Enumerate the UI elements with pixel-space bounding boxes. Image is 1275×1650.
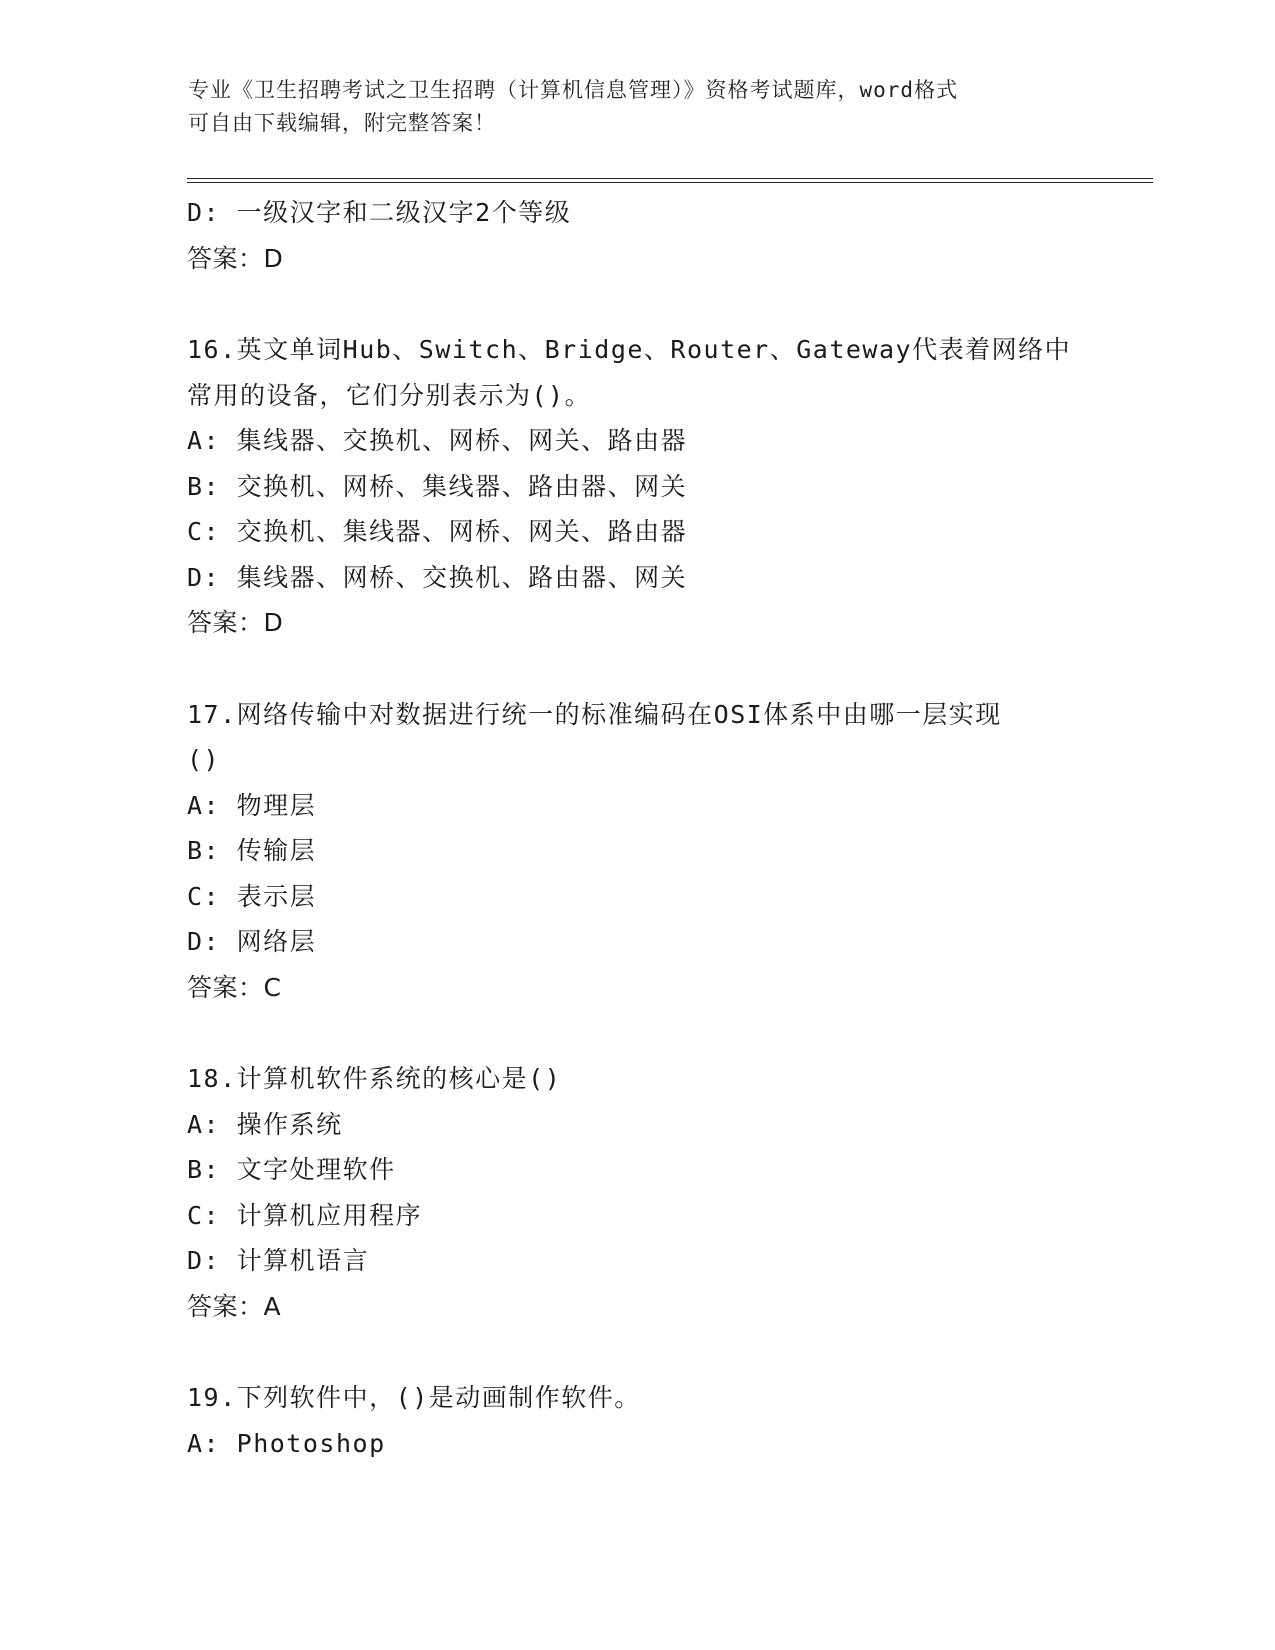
question-stem-continued: 常用的设备，它们分别表示为()。 (187, 380, 592, 410)
header-line-1: 专业《卫生招聘考试之卫生招聘（计算机信息管理）》资格考试题库，word格式 (188, 78, 959, 102)
spacer (187, 646, 1137, 692)
question-stem-continued: () (187, 745, 221, 774)
spacer (187, 1329, 1137, 1375)
option-d: D: 网络层 (187, 927, 317, 956)
option-a: A: 操作系统 (187, 1109, 343, 1139)
spacer (187, 1010, 1137, 1056)
option-b: B: 交换机、网桥、集线器、路由器、网关 (187, 471, 688, 501)
option-d: D: 集线器、网桥、交换机、路由器、网关 (187, 562, 688, 592)
answer: 答案：A (187, 1291, 282, 1321)
question-content (187, 190, 1137, 1466)
header-divider-bottom (187, 182, 1153, 183)
option-b: B: 文字处理软件 (187, 1155, 396, 1184)
spacer (187, 281, 1137, 327)
question-stem: 18.计算机软件系统的核心是() (187, 1064, 562, 1093)
question-16 (187, 327, 1137, 646)
option-a: A: 集线器、交换机、网桥、网关、路由器 (187, 426, 688, 455)
question-stem: 16.英文单词Hub、Switch、Bridge、Router、Gateway代表着网络中 (187, 335, 1072, 364)
question-19 (187, 1375, 1137, 1466)
option-c: C: 交换机、集线器、网桥、网关、路由器 (187, 517, 688, 546)
answer: 答案：C (187, 972, 282, 1002)
header-divider-top (187, 178, 1153, 179)
header-line-2: 可自由下载编辑，附完整答案！ (188, 111, 496, 135)
option-a: A: Photoshop (187, 1428, 386, 1458)
document-header (188, 74, 1088, 140)
option-c: C: 表示层 (187, 881, 317, 911)
question-stem: 17.网络传输中对数据进行统一的标准编码在OSI体系中由哪一层实现 (187, 699, 1002, 729)
option-a: A: 物理层 (187, 790, 317, 820)
prev-option-d: D: 一级汉字和二级汉字2个等级 (187, 198, 572, 227)
question-stem: 19.下列软件中，()是动画制作软件。 (187, 1383, 641, 1412)
answer: 答案：D (187, 608, 284, 637)
option-d: D: 计算机语言 (187, 1246, 370, 1275)
question-18 (187, 1056, 1137, 1329)
question-17 (187, 692, 1137, 1011)
option-c: C: 计算机应用程序 (187, 1200, 423, 1230)
option-b: B: 传输层 (187, 836, 317, 865)
prev-answer: 答案：D (187, 243, 284, 273)
